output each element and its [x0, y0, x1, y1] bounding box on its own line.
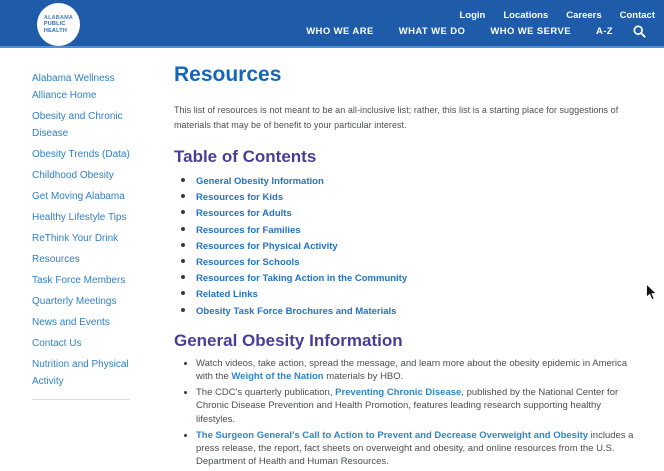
text-segment: The CDC's quarterly publication,: [196, 387, 336, 399]
site-header: [0, 0, 664, 48]
sidebar-item[interactable]: Obesity Trends (Data): [32, 149, 130, 160]
text-segment: , published by the National Center for Chronic Disease Prevention and Health Promotion, features leading research supporting healthy lifestyles.: [196, 387, 619, 425]
text-segment: Watch videos, take action, spread the message, and learn more about the obesity epidemic in America with the: [196, 357, 628, 383]
main-nav-link[interactable]: WHO WE ARE: [306, 26, 374, 37]
main-nav-link[interactable]: WHO WE SERVE: [490, 26, 571, 37]
sidebar-item[interactable]: Task Force Members: [32, 275, 126, 286]
general-obesity-list: [174, 357, 642, 469]
sidebar-divider: [32, 399, 130, 400]
toc-item: [196, 254, 642, 270]
logo-line-1: ALABAMA: [43, 14, 74, 21]
toc-link[interactable]: General Obesity Information: [196, 176, 324, 187]
general-obesity-heading: General Obesity Information: [174, 330, 403, 350]
sidebar: [0, 48, 137, 400]
resource-item-text: [196, 358, 627, 382]
resource-list-item: [196, 386, 642, 426]
sidebar-item[interactable]: News and Events: [32, 317, 110, 328]
sidebar-item[interactable]: Childhood Obesity: [32, 170, 114, 181]
toc-item: [196, 189, 642, 205]
sidebar-item[interactable]: Get Moving Alabama: [32, 191, 125, 202]
text-segment: includes a press release, the report, fact sheets on overweight and obesity, and online resources from the U.S. Department of Health and Human Resources.: [196, 429, 634, 468]
sidebar-nav: [32, 70, 137, 390]
toc-link[interactable]: Resources for Taking Action in the Community: [196, 273, 408, 285]
toc-link[interactable]: Resources for Kids: [196, 192, 284, 204]
main-content: [137, 48, 664, 471]
page-title: Resources: [174, 63, 282, 86]
utility-nav-link[interactable]: Login: [459, 10, 486, 21]
toc-item: [196, 238, 642, 254]
toc-link[interactable]: Resources for Families: [196, 224, 301, 236]
sidebar-item[interactable]: Obesity and Chronic Disease: [32, 111, 123, 139]
toc-item: [196, 270, 642, 286]
toc-heading: Table of Contents: [174, 147, 317, 166]
toc-item: [196, 205, 642, 221]
logo-line-2: PUBLIC: [43, 21, 66, 28]
utility-nav: [442, 5, 656, 23]
intro-paragraph: This list of resources is not meant to be an all-inclusive list; rather, this list is a starting place for suggestions of materials that may be of benefit to your particular interest.: [174, 105, 619, 130]
sidebar-item[interactable]: Contact Us: [32, 338, 82, 349]
sidebar-item[interactable]: Resources: [32, 254, 80, 265]
utility-nav-link[interactable]: Careers: [566, 10, 602, 21]
inline-link[interactable]: The Surgeon General's Call to Action to Prevent and Decrease Overweight and Obesity: [196, 429, 589, 441]
resource-list-item: [196, 429, 642, 469]
sidebar-item[interactable]: ReThink Your Drink: [32, 233, 119, 244]
toc-item: [196, 222, 642, 238]
main-nav-link[interactable]: A-Z: [595, 26, 613, 37]
main-nav-links: [281, 26, 613, 37]
toc-link[interactable]: Related Links: [196, 289, 258, 301]
search-icon[interactable]: [633, 25, 646, 38]
sidebar-item[interactable]: Healthy Lifestyle Tips: [32, 212, 127, 223]
sidebar-item[interactable]: Alabama Wellness Alliance Home: [32, 73, 115, 101]
toc-link[interactable]: Resources for Adults: [196, 208, 292, 220]
inline-link[interactable]: Weight of the Nation: [231, 371, 324, 383]
alabama-public-health-logo[interactable]: [37, 3, 80, 46]
logo-line-3: HEALTH: [43, 27, 67, 34]
toc-list: [174, 173, 642, 319]
main-nav-link[interactable]: WHAT WE DO: [398, 26, 466, 37]
toc-link[interactable]: Resources for Physical Activity: [196, 240, 338, 252]
utility-nav-link[interactable]: Contact: [619, 10, 655, 21]
sidebar-item[interactable]: Nutrition and Physical Activity: [32, 359, 129, 387]
main-nav: [281, 25, 646, 38]
logo-text: [44, 15, 73, 35]
utility-nav-link[interactable]: Locations: [503, 10, 549, 21]
text-segment: materials by HBO.: [323, 371, 404, 383]
resource-list-item: [196, 357, 642, 383]
toc-link[interactable]: Obesity Task Force Brochures and Materials: [196, 305, 397, 317]
page-content: [0, 48, 664, 471]
sidebar-item[interactable]: Quarterly Meetings: [32, 296, 117, 307]
resource-item-text: [196, 430, 633, 467]
toc-link[interactable]: Resources for Schools: [196, 257, 300, 269]
toc-item: [196, 303, 642, 319]
inline-link[interactable]: Preventing Chronic Disease: [335, 387, 462, 399]
resource-item-text: [196, 387, 618, 424]
toc-item: [196, 173, 642, 189]
toc-item: [196, 286, 642, 302]
